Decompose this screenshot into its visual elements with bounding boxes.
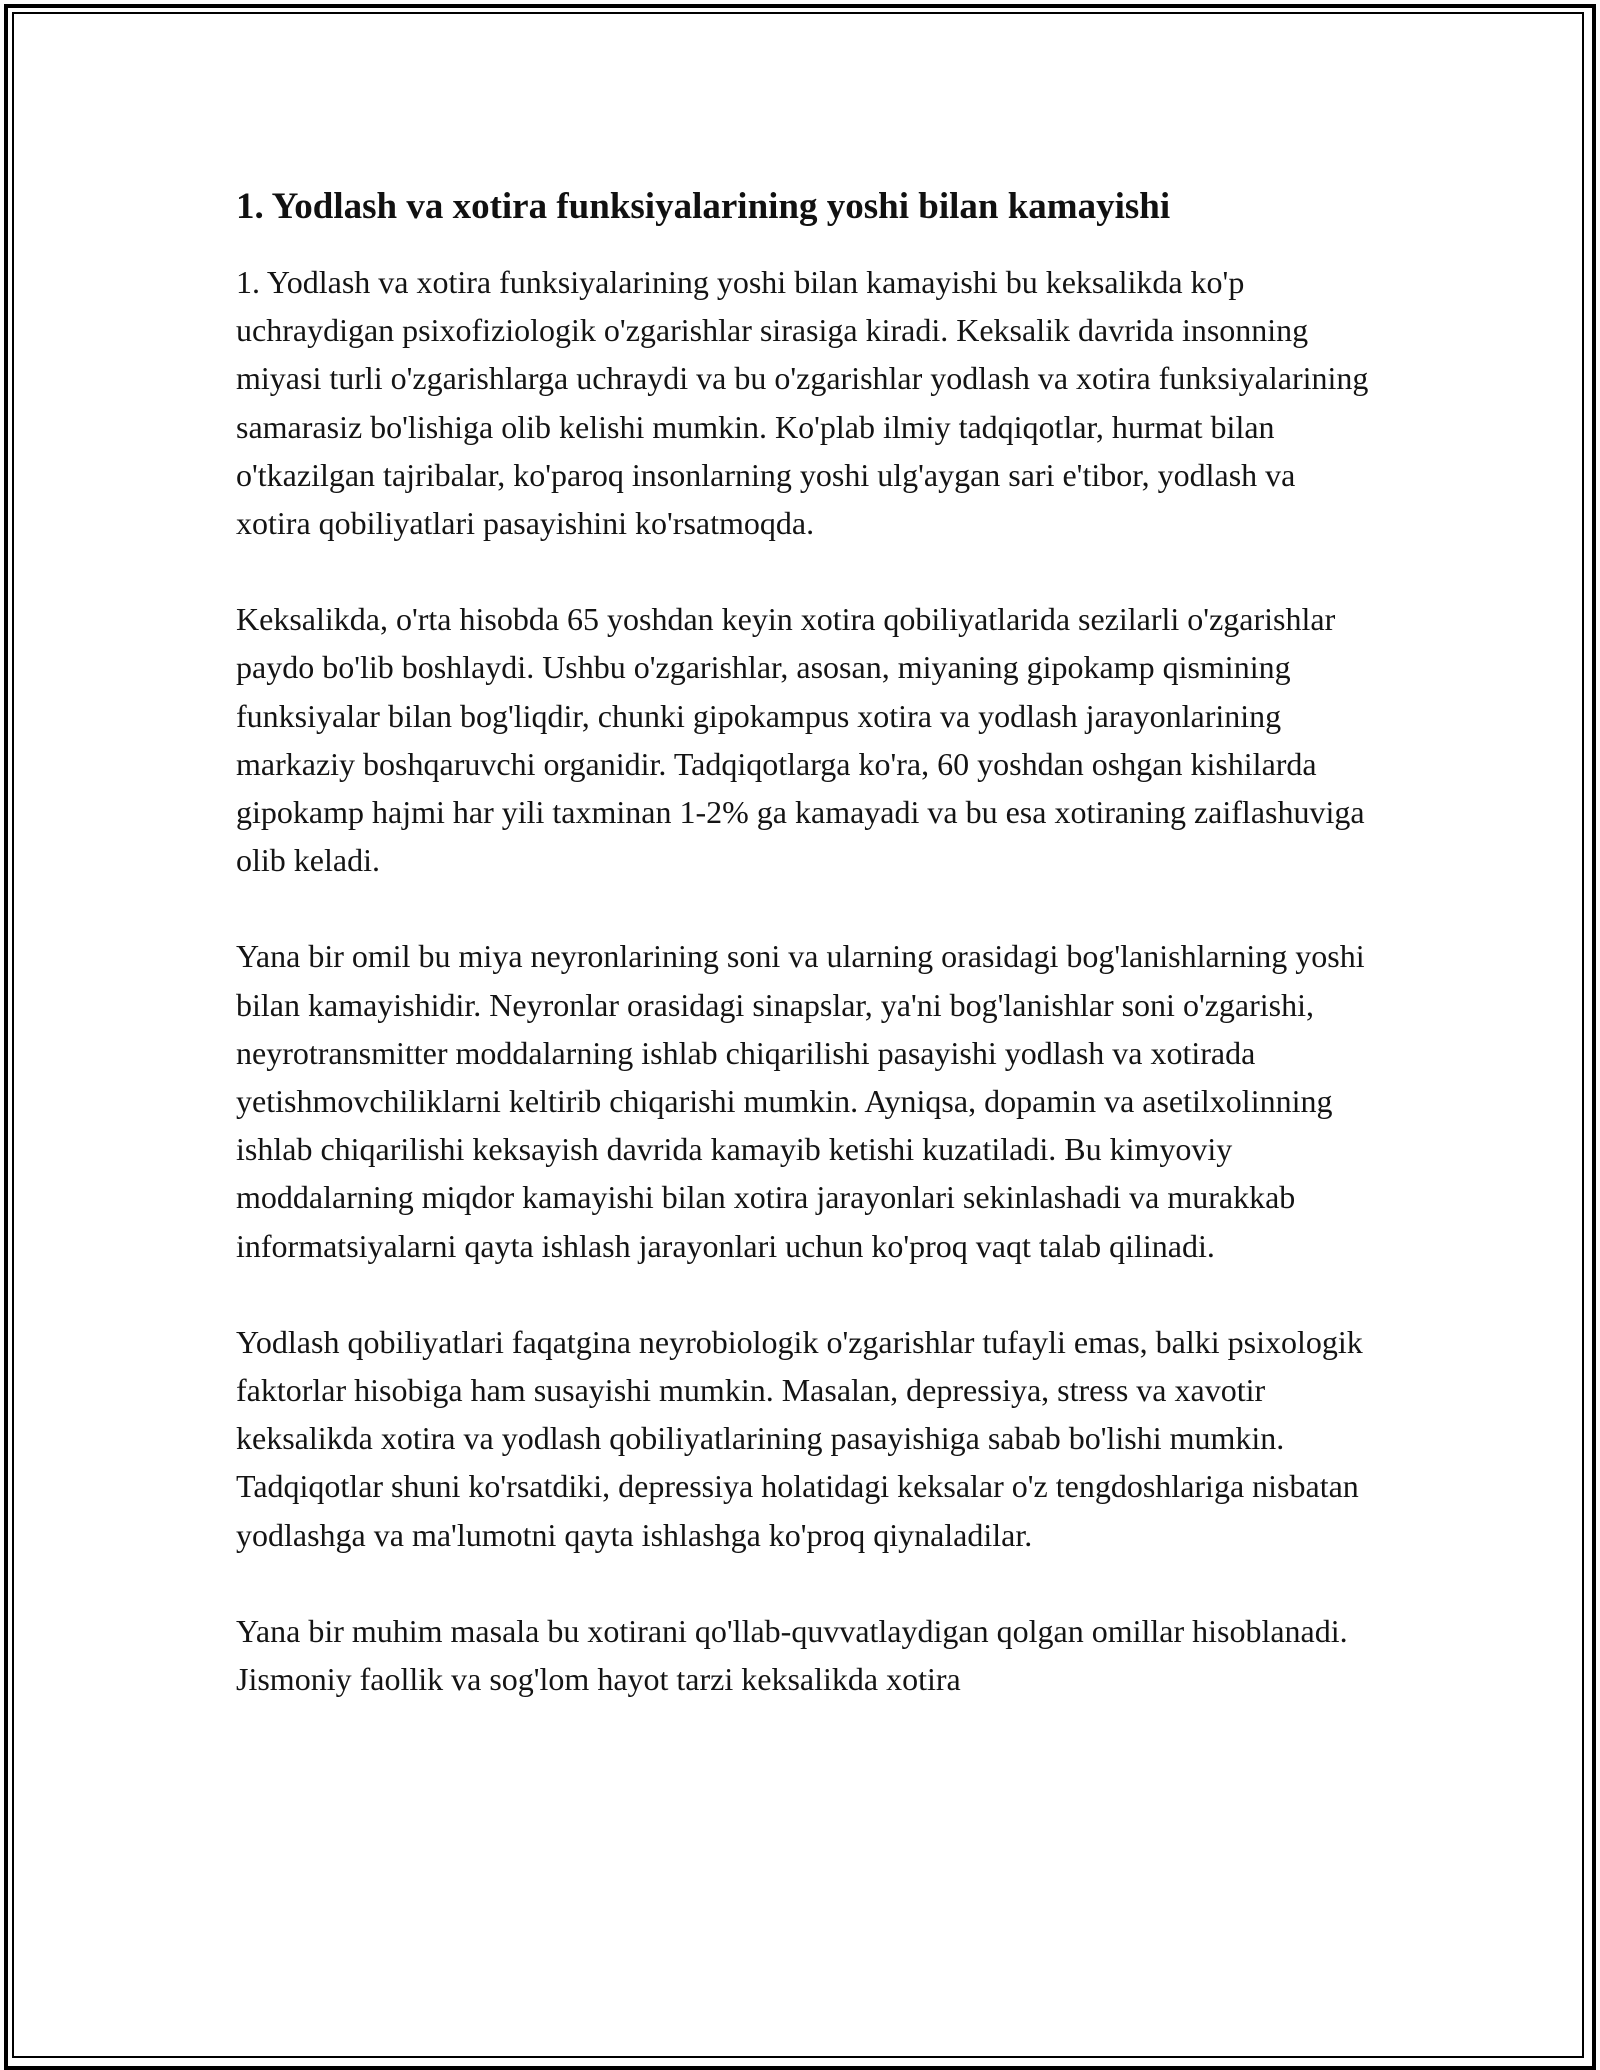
document-body xyxy=(236,184,1372,1751)
paragraph: Keksalikda, o'rta hisobda 65 yoshdan keyin xotira qobiliyatlarida sezilarli o'zgarishlar paydo bo'lib boshlaydi. Ushbu o'zgarishlar, asosan, miyaning gipokamp qismining funksiyalar bilan bog'liqdir, chunki gipokampus xotira va yodlash jarayonlarining markaziy boshqaruvchi organidir. Tadqiqotlarga ko'ra, 60 yoshdan oshgan kishilarda gipokamp hajmi har yili taxminan 1-2% ga kamayadi va bu esa xotiraning zaiflashuviga olib keladi. xyxy=(236,601,1365,879)
document-title: 1. Yodlash va xotira funksiyalarining yoshi bilan kamayishi xyxy=(236,186,1171,227)
paragraph: Yodlash qobiliyatlari faqatgina neyrobiologik o'zgarishlar tufayli emas, balki psixologik faktorlar hisobiga ham susayishi mumkin. Masalan, depressiya, stress va xavotir keksalikda xotira va yodlash qobiliyatlarining pasayishiga sabab bo'lishi mumkin. Tadqiqotlar shuni ko'rsatdiki, depressiya holatidagi keksalar o'z tengdoshlariga nisbatan yodlashga va ma'lumotni qayta ishlashga ko'proq qiynaladilar. xyxy=(236,1323,1363,1553)
paragraph: Yana bir muhim masala bu xotirani qo'llab-quvvatlaydigan qolgan omillar hisoblanadi. Jismoniy faollik va sog'lom hayot tarzi keksalikda xotira xyxy=(236,1612,1348,1698)
paragraph: Yana bir omil bu miya neyronlarining soni va ularning orasidagi bog'lanishlarning yoshi bilan kamayishidir. Neyronlar orasidagi sinapslar, ya'ni bog'lanishlar soni o'zgarishi, neyrotransmitter moddalarning ishlab chiqarilishi pasayishi yodlash va xotirada yetishmovchiliklarni keltirib chiqarishi mumkin. Ayniqsa, dopamin va asetilxolinning ishlab chiqarilishi keksayish davrida kamayib ketishi kuzatiladi. Bu kimyoviy moddalarning miqdor kamayishi bilan xotira jarayonlari sekinlashadi va murakkab informatsiyalarni qayta ishlash jarayonlari uchun ko'proq vaqt talab qilinadi. xyxy=(236,938,1365,1264)
paragraph: 1. Yodlash va xotira funksiyalarining yoshi bilan kamayishi bu keksalikda ko'p uchraydigan psixofiziologik o'zgarishlar sirasiga kiradi. Keksalik davrida insonning miyasi turli o'zgarishlarga uchraydi va bu o'zgarishlar yodlash va xotira funksiyalarining samarasiz bo'lishiga olib kelishi mumkin. Ko'plab ilmiy tadqiqotlar, hurmat bilan o'tkazilgan tajribalar, ko'paroq insonlarning yoshi ulg'aygan sari e'tibor, yodlash va xotira qobiliyatlari pasayishini ko'rsatmoqda. xyxy=(236,264,1369,542)
